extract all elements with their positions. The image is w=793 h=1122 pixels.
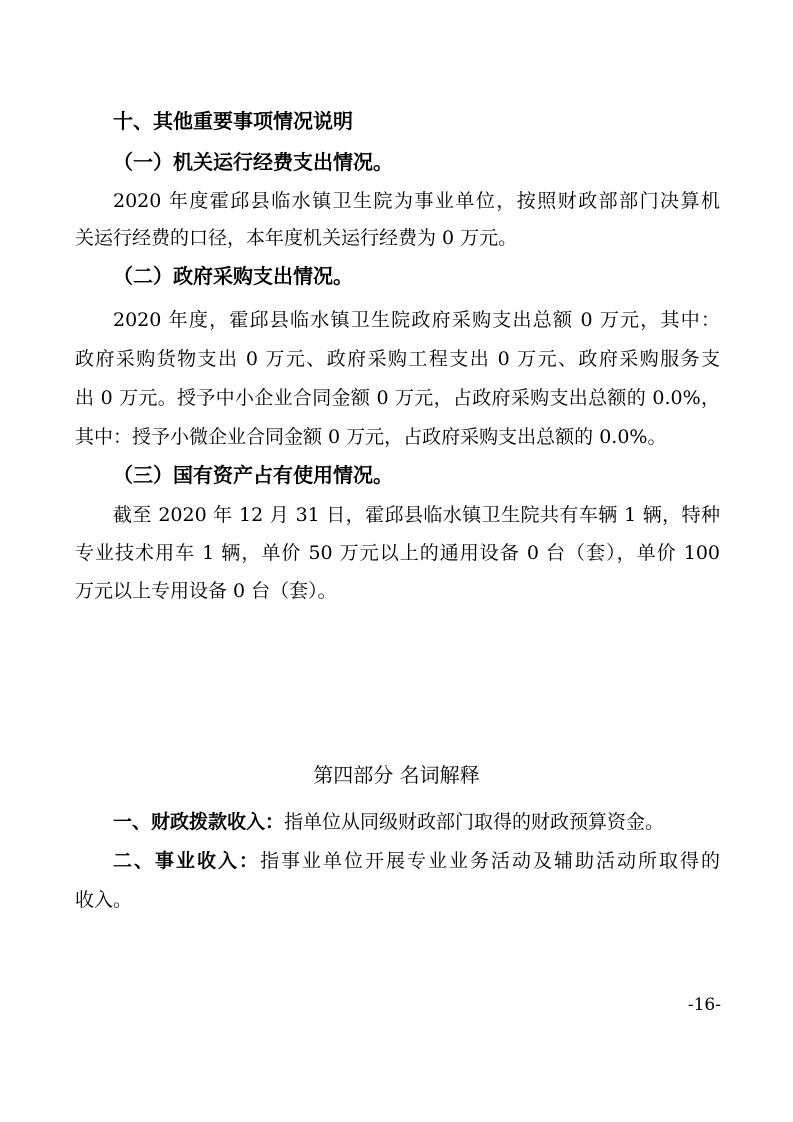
paragraph-line: 2020 年度霍邱县临水镇卫生院为事业单位，按照财政部部门决算机 <box>113 190 720 212</box>
paragraph-line: 政府采购货物支出 0 万元、政府采购工程支出 0 万元、政府采购服务支 <box>75 348 720 370</box>
paragraph-line: 专业技术用车 1 辆，单价 50 万元以上的通用设备 0 台（套），单价 100 <box>75 542 720 564</box>
term-1 <box>113 810 664 834</box>
subsection-2-title: （二）政府采购支出情况。 <box>113 264 353 288</box>
paragraph-line: 其中：授予小微企业合同金额 0 万元，占政府采购支出总额的 0.0%。 <box>75 426 667 448</box>
paragraph-line: 出 0 万元。授予中小企业合同金额 0 万元，占政府采购支出总额的 0.0%， <box>75 387 720 409</box>
term-1-definition: 指单位从同级财政部门取得的财政预算资金。 <box>284 811 665 833</box>
term-1-label: 一、财政拨款收入： <box>113 811 285 833</box>
term-2 <box>113 849 720 873</box>
part-4-title: 第四部分 名词解释 <box>313 763 480 787</box>
term-2-definition: 指事业单位开展专业业务活动及辅助活动所取得的 <box>260 850 720 872</box>
paragraph-line: 关运行经费的口径，本年度机关运行经费为 0 万元。 <box>75 227 518 249</box>
paragraph-line: 万元以上专用设备 0 台（套）。 <box>75 580 337 602</box>
page-number: -16- <box>687 995 721 1015</box>
paragraph-line: 2020 年度，霍邱县临水镇卫生院政府采购支出总额 0 万元，其中： <box>113 309 720 331</box>
subsection-3-title: （三）国有资产占有使用情况。 <box>113 463 393 487</box>
paragraph-line: 截至 2020 年 12 月 31 日，霍邱县临水镇卫生院共有车辆 1 辆，特种 <box>113 504 720 526</box>
term-2-continuation: 收入。 <box>75 889 133 911</box>
section-10-heading: 十、其他重要事项情况说明 <box>113 109 353 133</box>
subsection-1-title: （一）机关运行经费支出情况。 <box>113 150 393 174</box>
term-2-label: 二、事业收入： <box>113 850 260 872</box>
